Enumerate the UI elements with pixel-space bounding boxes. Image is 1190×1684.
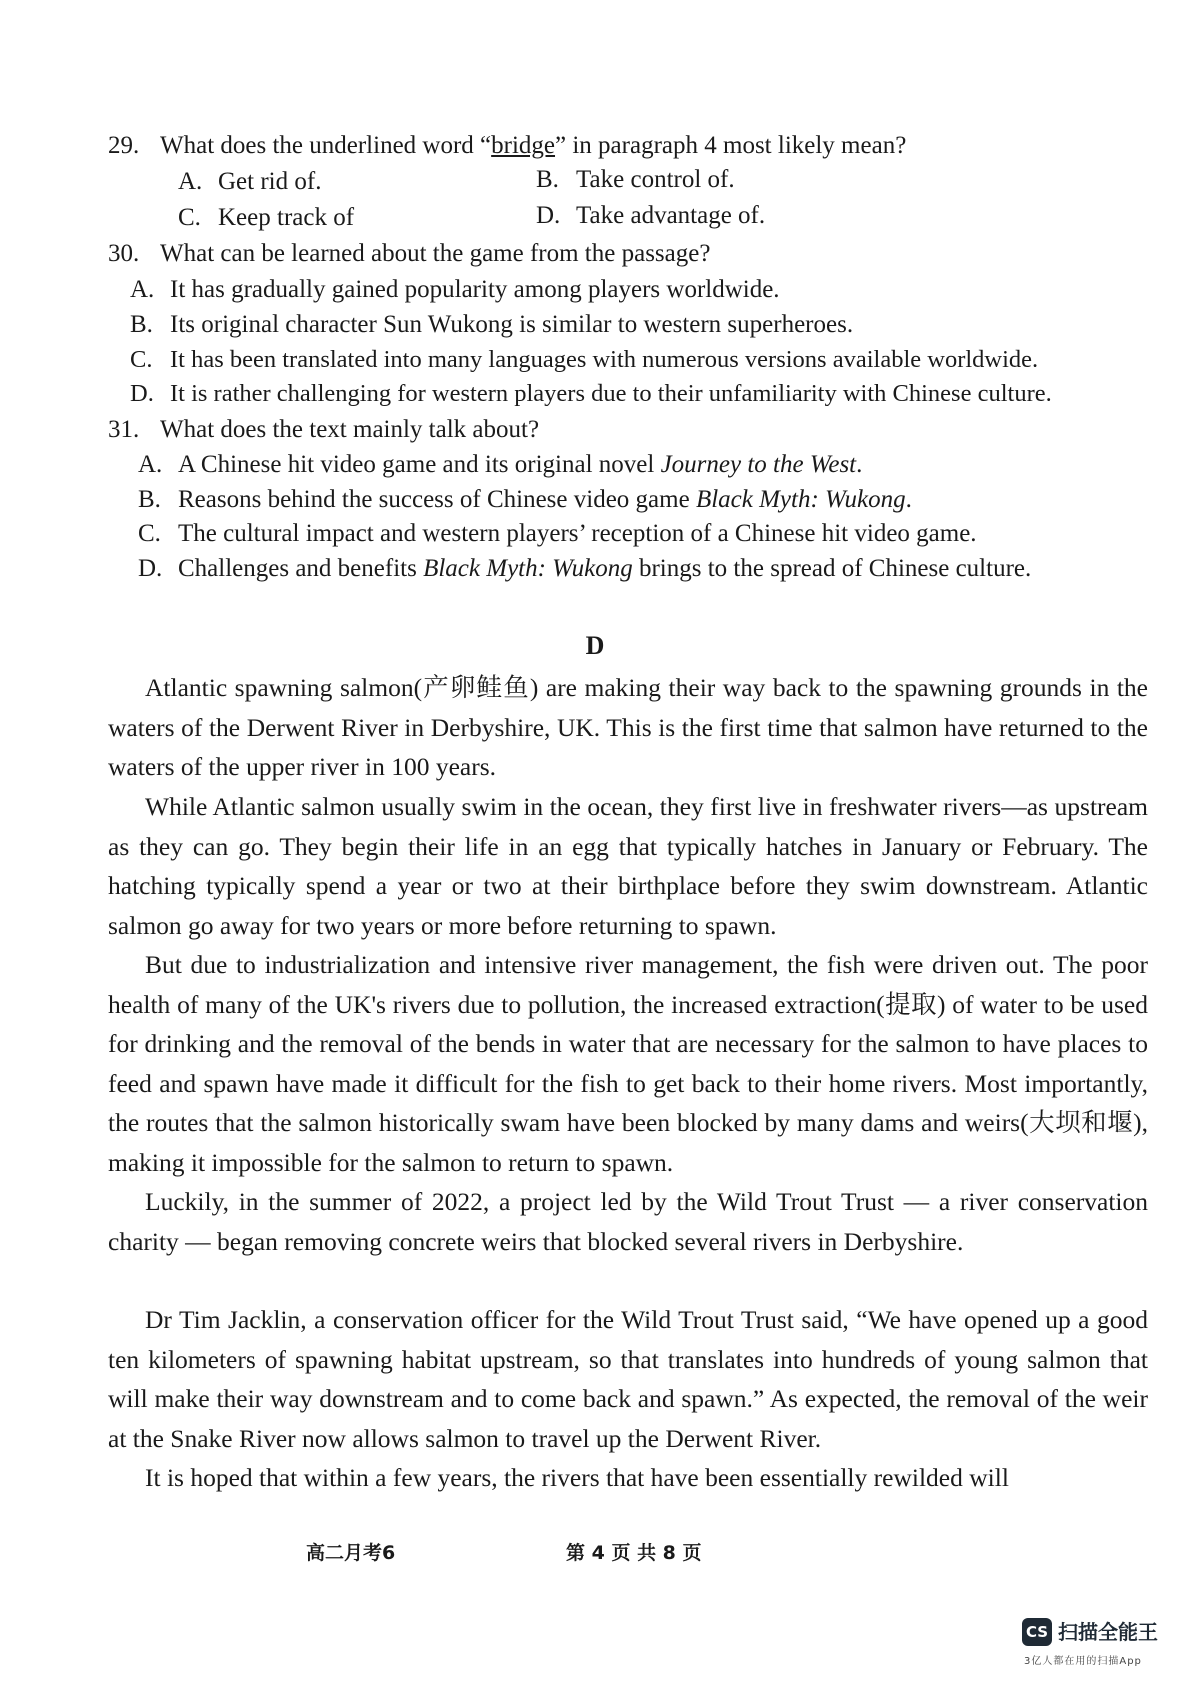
option-30-c [130,342,1038,378]
question-text: What does the underlined word “ [160,132,492,159]
option-31-b [138,482,912,518]
passage-paragraph-3: But due to industrialization and intensive river management, the fish were driven out. The poor health of many of the UK's rivers due to pollution, the increased extraction(提取) of water to be used for drinking and the removal of the bends in water that are necessary for the salmon to have places to feed and spawn have made it difficult for the fish to get back to their home rivers. Most importantly, the routes that the salmon historically swam have been blocked by many dams and weirs(大坝和堰), making it impossible for the salmon to return to spawn. [108,950,1148,1177]
footer-page-number: 第 4 页 共 8 页 [566,1542,702,1564]
option-text: Take advantage of. [576,202,766,229]
option-italic-title: Black Myth: Wukong [423,555,633,582]
option-italic-title: Black Myth: Wukong [695,486,906,513]
option-30-d [130,376,1052,412]
option-text: Keep track of [218,204,355,231]
question-number: 31. [108,416,140,443]
option-text: The cultural impact and western players’ reception of a Chinese hit video game. [178,520,977,547]
question-text: What can be learned about the game from the passage? [160,240,711,267]
option-text: It is rather challenging for western players due to their unfamiliarity with Chinese culture. [170,380,1052,407]
option-text: Reasons behind the success of Chinese video game [178,486,696,513]
option-letter: A. [138,451,163,478]
question-number: 29. [108,132,140,159]
passage-paragraph-4: Luckily, in the summer of 2022, a project led by the Wild Trout Trust — a river conservation charity — began removing concrete weirs that blocked several rivers in Derbyshire. [108,1187,1148,1256]
footer-exam-name: 高二月考6 [306,1542,396,1564]
option-29-d [536,198,765,234]
underlined-word: bridge [491,132,556,159]
option-letter: B. [138,486,161,513]
option-letter: C. [178,204,201,231]
passage-paragraph-6: It is hoped that within a few years, the rivers that have been essentially rewilded will [145,1463,1009,1492]
option-text: Get rid of. [218,168,322,195]
option-letter: A. [130,276,155,303]
option-30-b [130,307,853,343]
question-29-stem [108,128,1148,164]
question-text: What does the text mainly talk about? [160,416,540,443]
passage-paragraph-2: While Atlantic salmon usually swim in the ocean, they first live in freshwater rivers—as upstream as they can go. They begin their life in an egg that typically hatches in January or February. The hatching typically spend a year or two at their birthplace before they swim downstream. Atlantic salmon go away for two years or more before returning to spawn. [108,792,1148,940]
option-text: . [856,451,863,478]
scanner-watermark [1022,1618,1182,1670]
question-number: 30. [108,240,140,267]
question-30-stem [108,236,1148,272]
option-letter: C. [130,346,153,373]
option-letter: D. [536,202,561,229]
passage-paragraph-5: Dr Tim Jacklin, a conservation officer for the Wild Trout Trust said, “We have opened up a good ten kilometers of spawning habitat upstream, so that translates into hundreds of young salmon that will make their way downstream and to come back and spawn.” As expected, the removal of the weir at the Snake River now allows salmon to travel up the Derwent River. [108,1305,1148,1453]
option-30-a [130,272,780,308]
scanner-tagline: 3亿人都在用的扫描App [1024,1656,1142,1667]
option-text: It has been translated into many languages with numerous versions available worldwide. [170,346,1039,373]
scanner-app-name: 扫描全能王 [1058,1620,1158,1644]
option-text: brings to the spread of Chinese culture. [632,555,1032,582]
option-31-a [138,447,862,483]
option-letter: A. [178,168,203,195]
option-29-b [536,162,735,198]
option-text: It has gradually gained popularity among players worldwide. [170,276,780,303]
option-text: A Chinese hit video game and its original novel [178,451,661,478]
option-29-a [178,164,321,200]
option-text: Challenges and benefits [178,555,424,582]
option-letter: D. [130,380,154,407]
option-letter: C. [138,520,161,547]
option-31-c [138,516,977,552]
passage-paragraph-1: Atlantic spawning salmon(产卵鲑鱼) are making their way back to the spawning grounds in the waters of the Derwent River in Derbyshire, UK. This is the first time that salmon have returned to the waters of the upper river in 100 years. [108,673,1148,781]
option-text: . [905,486,912,513]
option-31-d [138,551,1031,587]
option-text: Take control of. [576,166,735,193]
option-letter: B. [130,311,153,338]
option-29-c [178,200,354,236]
question-31-stem [108,412,1148,448]
scanner-logo-icon: CS [1022,1618,1052,1646]
option-letter: D. [138,555,163,582]
option-text: Its original character Sun Wukong is similar to western superheroes. [170,311,854,338]
question-text: ” in paragraph 4 most likely mean? [555,132,907,159]
section-heading: D [585,631,605,660]
option-italic-title: Journey to the West [660,451,857,478]
option-letter: B. [536,166,559,193]
